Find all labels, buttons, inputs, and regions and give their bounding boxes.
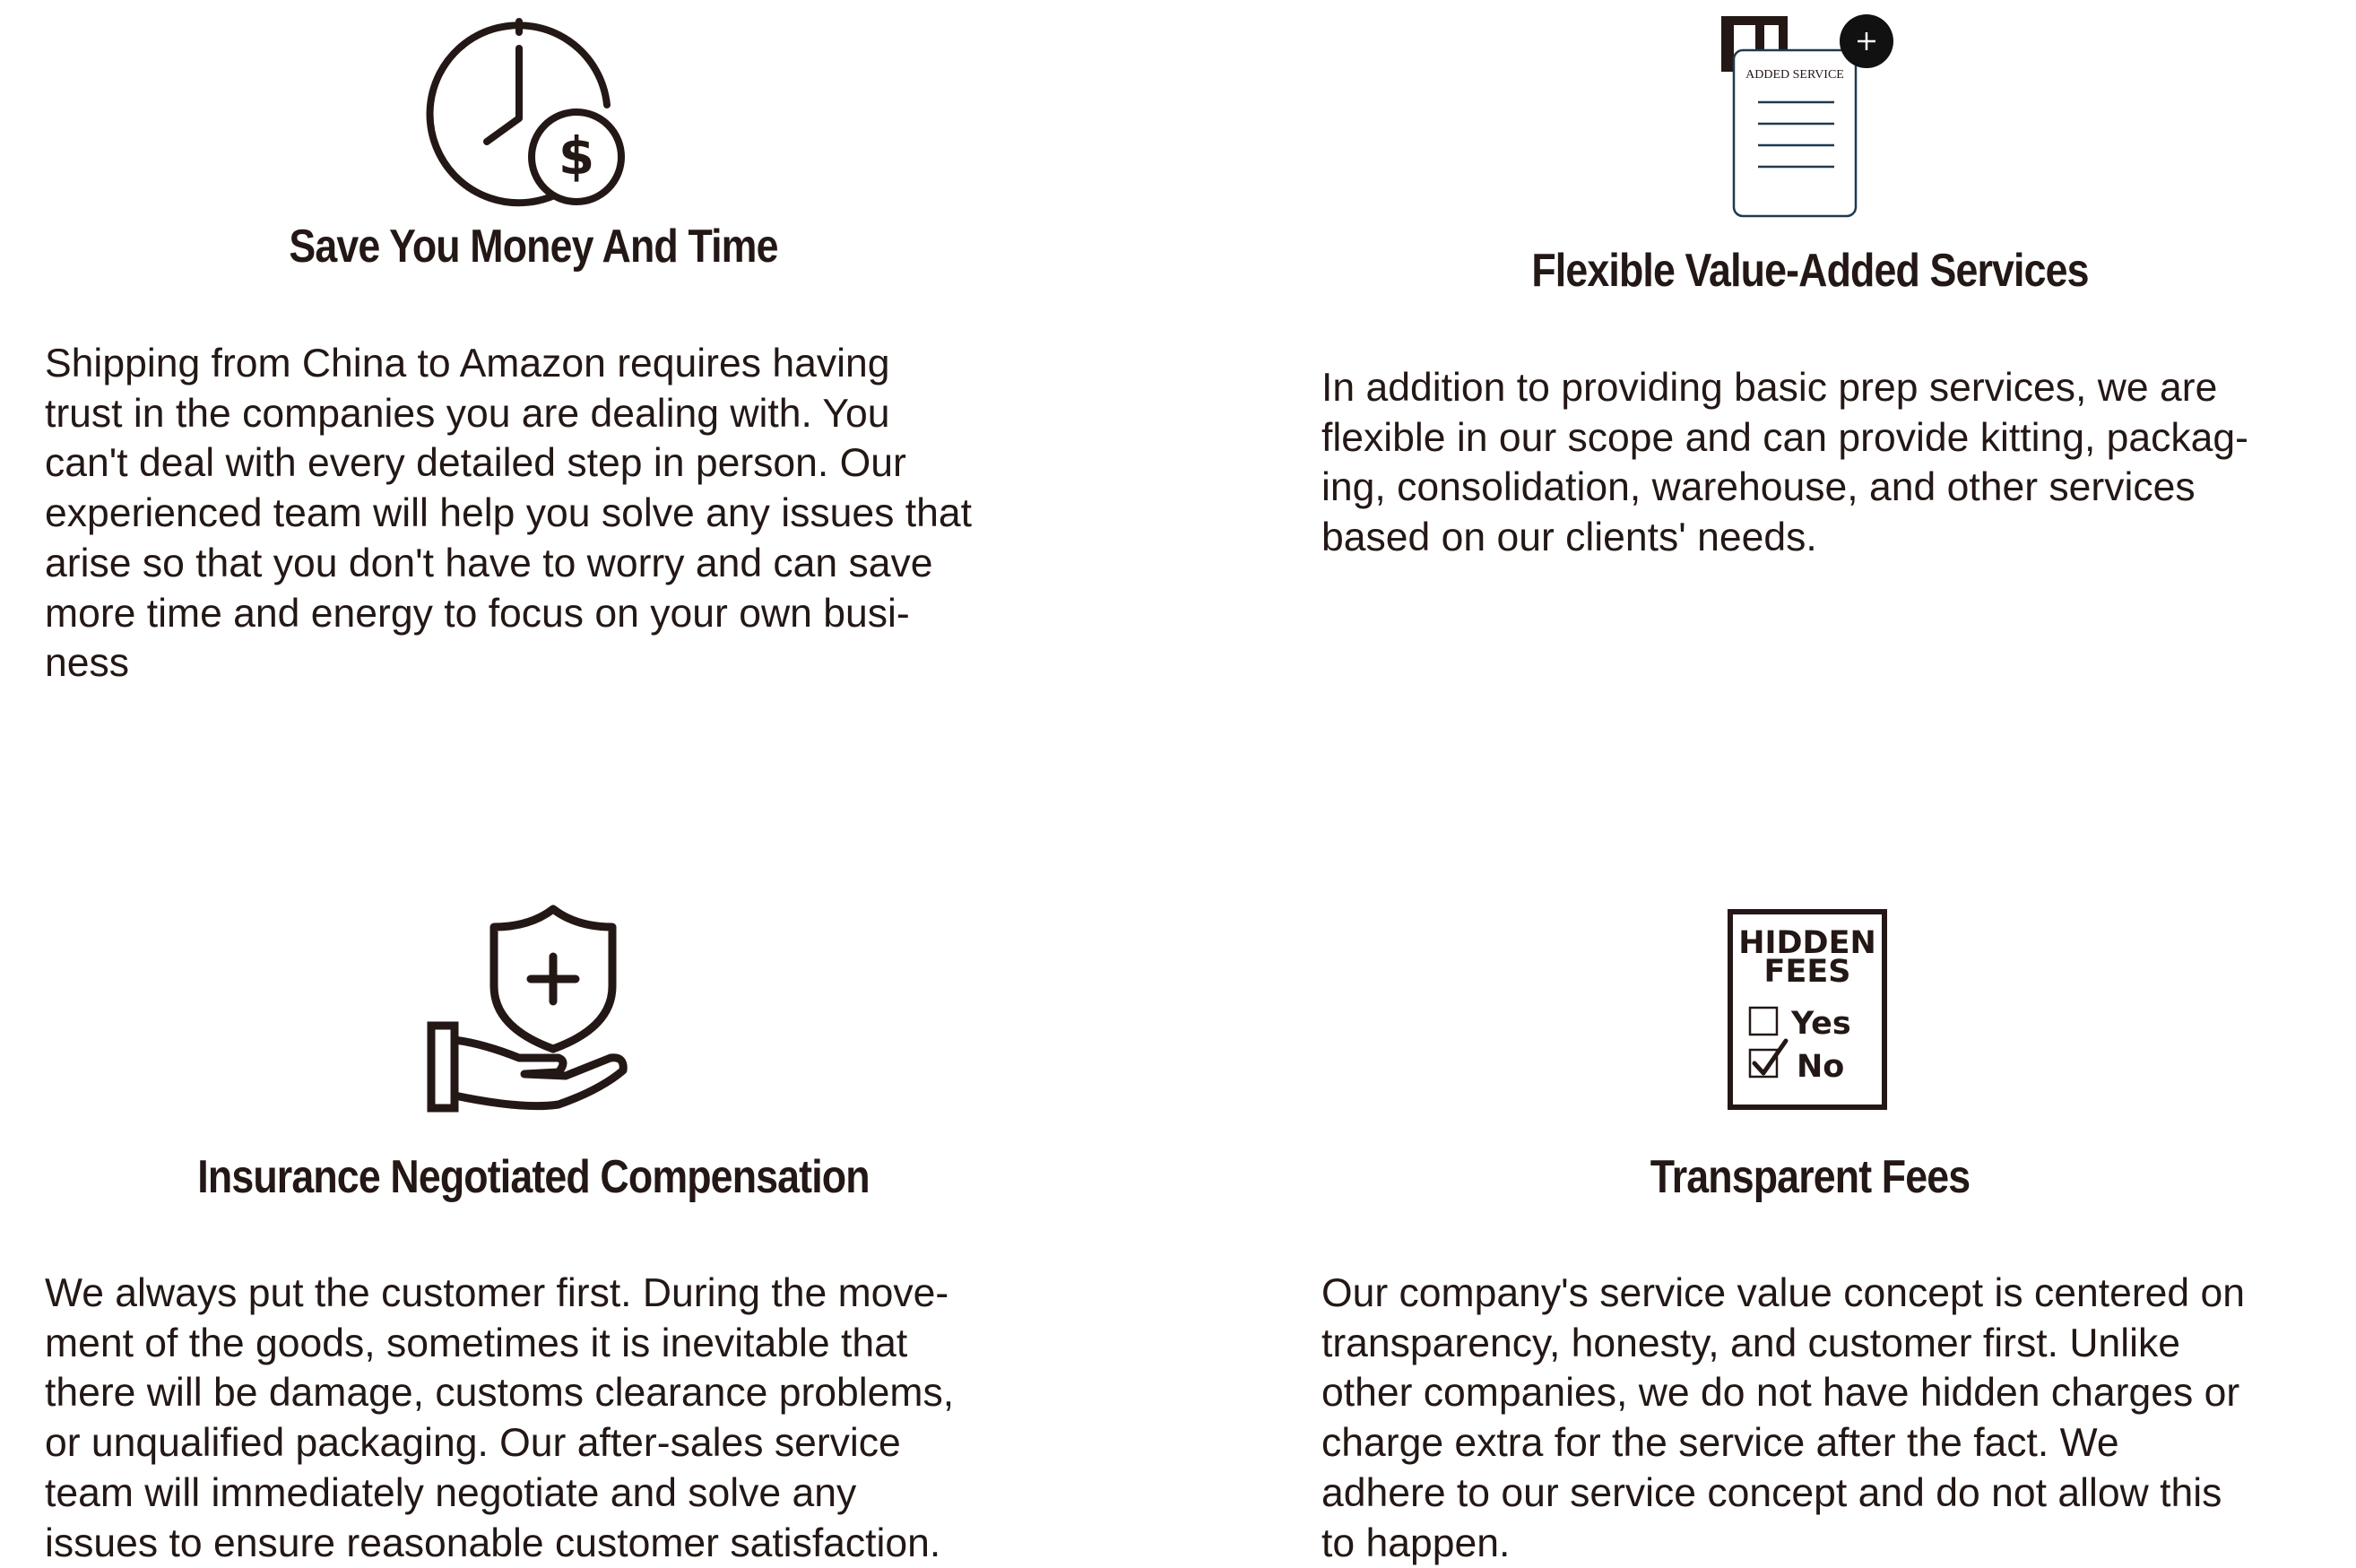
- feature-title: Save You Money And Time: [289, 221, 778, 273]
- feature-description: We always put the customer first. During the move- ment of the goods, sometimes it is inevitable that there will be damage, customs clearance problems, or unqualified packaging. Our after-sales service team will immediately negotiate and solve any issues to ensure reasonable customer satisfaction.: [45, 1271, 955, 1565]
- feature-title: Insurance Negotiated Compensation: [197, 1151, 870, 1203]
- feature-description: Our company's service value concept is centered on transparency, honesty, and customer first. Unlike other companies, we do not have hidden charges or charge extra for the service after the fact. We adhere to our service concept and do not allow this to happen.: [1321, 1271, 2246, 1565]
- added-service-document-icon: [1716, 13, 1904, 210]
- hidden-fees-checklist-icon: [1725, 906, 1895, 1113]
- svg-text:Yes: Yes: [1791, 1006, 1851, 1042]
- feature-title: Flexible Value-Added Services: [1531, 245, 2089, 297]
- svg-text:FEES: FEES: [1763, 954, 1851, 990]
- svg-text:HIDDEN: HIDDEN: [1738, 925, 1876, 961]
- clock-dollar-icon: [430, 13, 637, 219]
- svg-text:No: No: [1797, 1049, 1845, 1085]
- svg-text:$: $: [558, 126, 595, 186]
- feature-description: In addition to providing basic prep services, we are flexible in our scope and can provide kitting, packag- ing, consolidation, warehouse, and other services based on our clients' needs.: [1321, 366, 2248, 560]
- feature-title: Transparent Fees: [1650, 1151, 1971, 1203]
- svg-text:ADDED SERVICE: ADDED SERVICE: [1745, 68, 1844, 82]
- hand-shield-plus-icon: [424, 897, 639, 1121]
- feature-description: Shipping from China to Amazon requires having trust in the companies you are dealing with. You can't deal with every detailed step in person. Our experienced team will help you solve any issues that arise so that you don't have to worry and can save more time and energy to focus on your own busi- ness: [45, 342, 972, 686]
